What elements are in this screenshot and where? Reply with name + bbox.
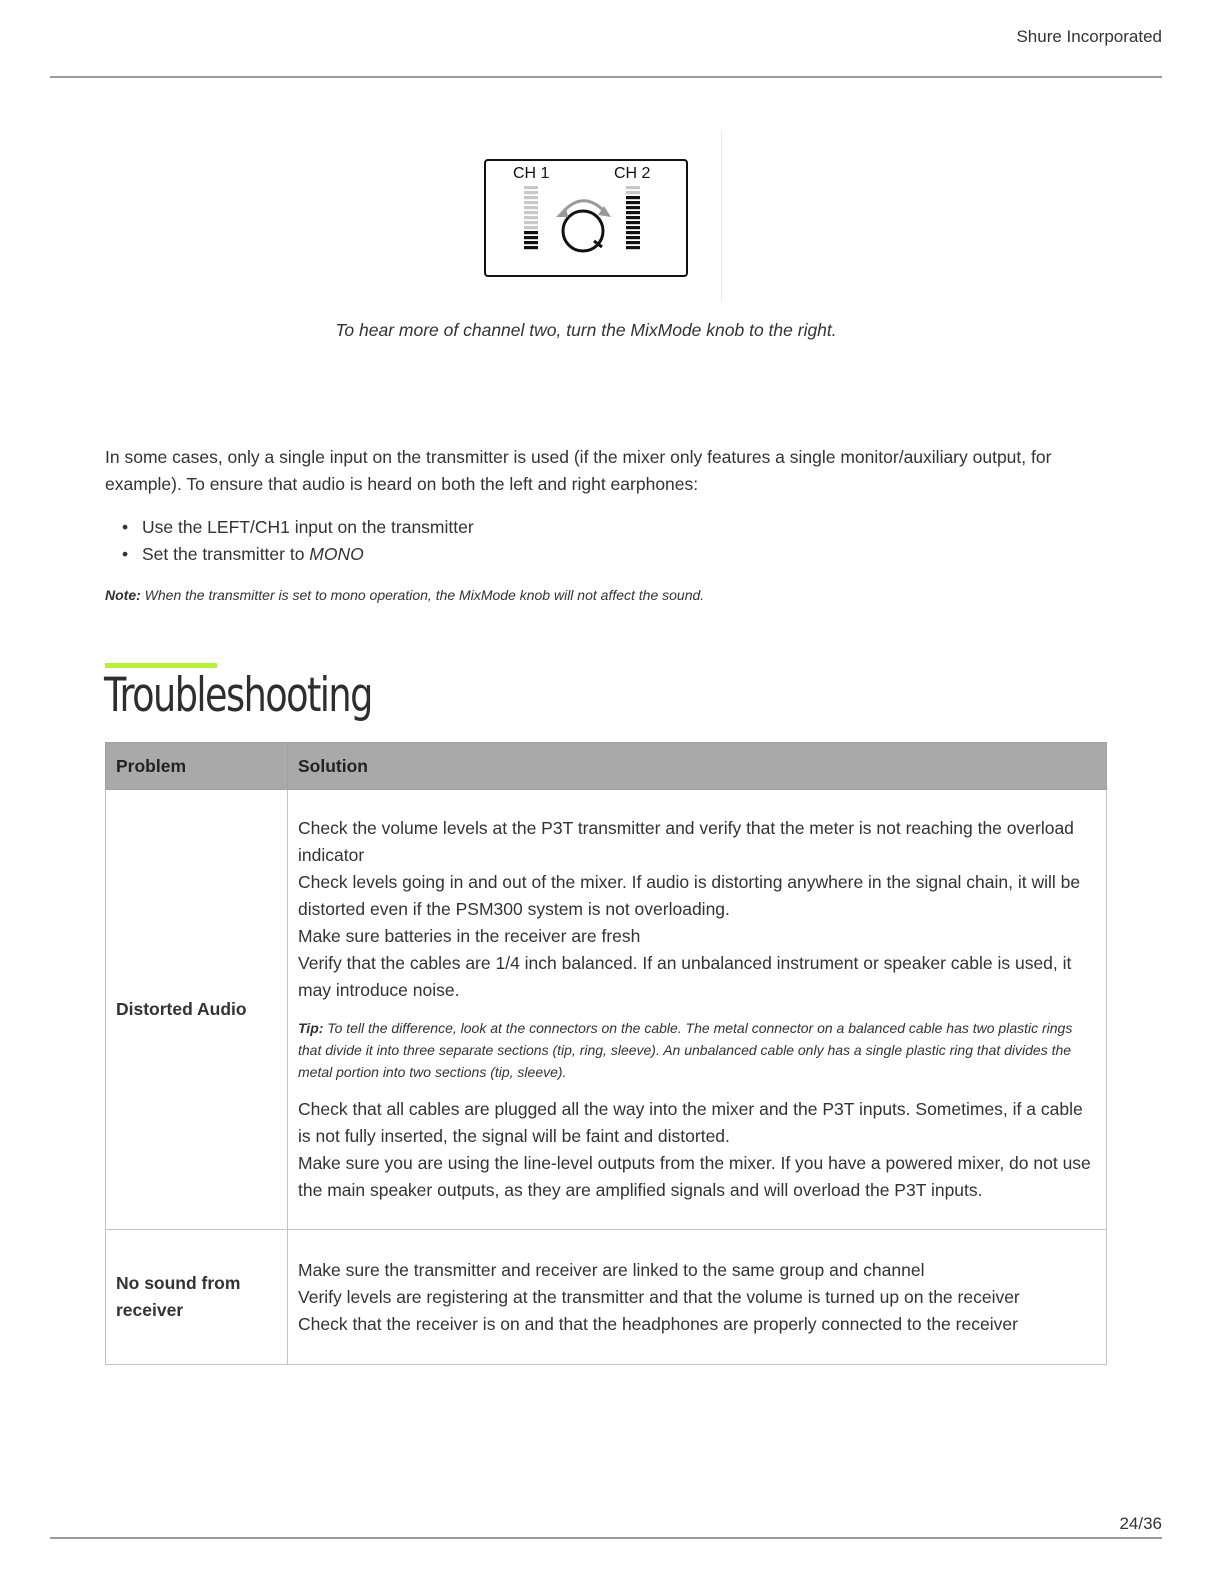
meter-segment [626,241,640,244]
table-row [106,790,1107,1230]
tip-text: To tell the difference, look at the connectors on the cable. The metal connector on a balanced cable has two plastic rings that divide it into three separate sections (tip, ring, sleeve). An unbalanced cable only has a single plastic ring that divides the metal portion into two sections (tip, sleeve). [298,1020,1073,1080]
meter-segment [626,216,640,219]
meter-segment [524,231,538,234]
meter-segment [626,206,640,209]
bullet-icon: • [122,544,129,564]
list-item-text: Use the LEFT/CH1 input on the transmitter [142,517,474,537]
solution-line: Check that the receiver is on and that the headphones are properly connected to the receiver [298,1313,1018,1334]
meter-segment [524,221,538,224]
solution-line: Make sure you are using the line-level outputs from the mixer. If you have a powered mixer, do not use the main speaker outputs, as they are amplified signals and will overload the P3T inputs. [298,1153,1091,1200]
bullet-icon: • [122,517,129,537]
solution-line: Check the volume levels at the P3T transmitter and verify that the meter is not reaching the overload indicator [298,818,1074,865]
meter-segment [524,196,538,199]
list-item-text: Set the transmitter to [142,544,310,564]
solution-line: Verify levels are registering at the transmitter and that the volume is turned up on the receiver [298,1286,1020,1307]
troubleshooting-table [105,742,1107,1365]
meter-segment [626,196,640,199]
solution-cell [288,1230,1107,1365]
meter-segment [524,236,538,239]
meter-segment [626,226,640,229]
section-title: Troubleshooting [104,668,372,723]
note [105,587,704,603]
header-rule [50,76,1162,78]
meter-segment [524,211,538,214]
list-item [122,541,474,568]
meter-segment [626,231,640,234]
meter-segment [524,226,538,229]
solution-cell [288,790,1107,1230]
meter-segment [524,216,538,219]
meter-segment [524,246,538,249]
header-company: Shure Incorporated [1016,27,1162,46]
meter-segment [524,201,538,204]
list-item [122,514,474,541]
page-number: 24/36 [1119,1514,1162,1533]
solution-line: Check levels going in and out of the mixer. If audio is distorting anywhere in the signal chain, it will be distorted even if the PSM300 system is not overloading. [298,872,1081,919]
meter-segment [626,211,640,214]
meter-segment [524,206,538,209]
solution-line: Make sure the transmitter and receiver are linked to the same group and channel [298,1259,925,1280]
problem-cell: Distorted Audio [106,790,288,1230]
problem-cell: No sound from receiver [106,1230,288,1365]
meter-segment [626,201,640,204]
footer-rule [50,1537,1162,1539]
meter-segment [524,186,538,189]
tip-label: Tip: [298,1020,324,1036]
meter-segment [626,186,640,189]
ch1-label: CH 1 [513,165,550,182]
table-header-row [106,743,1107,790]
table-row [106,1230,1107,1365]
solution-line: Make sure batteries in the receiver are fresh [298,926,641,946]
ch2-label: CH 2 [614,165,651,182]
note-label: Note: [105,587,141,603]
note-text: When the transmitter is set to mono operation, the MixMode knob will not affect the sound. [144,587,705,603]
instruction-list [122,514,474,568]
column-header-problem: Problem [106,743,288,790]
solution-line: Check that all cables are plugged all the way into the mixer and the P3T inputs. Sometimes, if a cable is not fully inserted, the signal will be faint and distorted. [298,1099,1083,1146]
column-header-solution: Solution [288,743,1107,790]
meter-segment [626,246,640,249]
solution-line: Verify that the cables are 1/4 inch balanced. If an unbalanced instrument or speaker cable is used, it may introduce noise. [298,953,1072,1000]
figure-caption: To hear more of channel two, turn the MixMode knob to the right. [335,320,837,340]
meter-segment [626,236,640,239]
meter-segment [524,241,538,244]
mixmode-figure [484,159,688,277]
meter-segment [626,221,640,224]
list-item-emphasis: MONO [309,544,364,564]
figure-divider [721,131,722,301]
tip [298,1017,1096,1083]
meter-segment [626,191,640,194]
intro-paragraph: In some cases, only a single input on the transmitter is used (if the mixer only features a single monitor/auxiliary output, for example). To ensure that audio is heard on both the left and right earphones: [105,447,1052,494]
meter-segment [524,191,538,194]
